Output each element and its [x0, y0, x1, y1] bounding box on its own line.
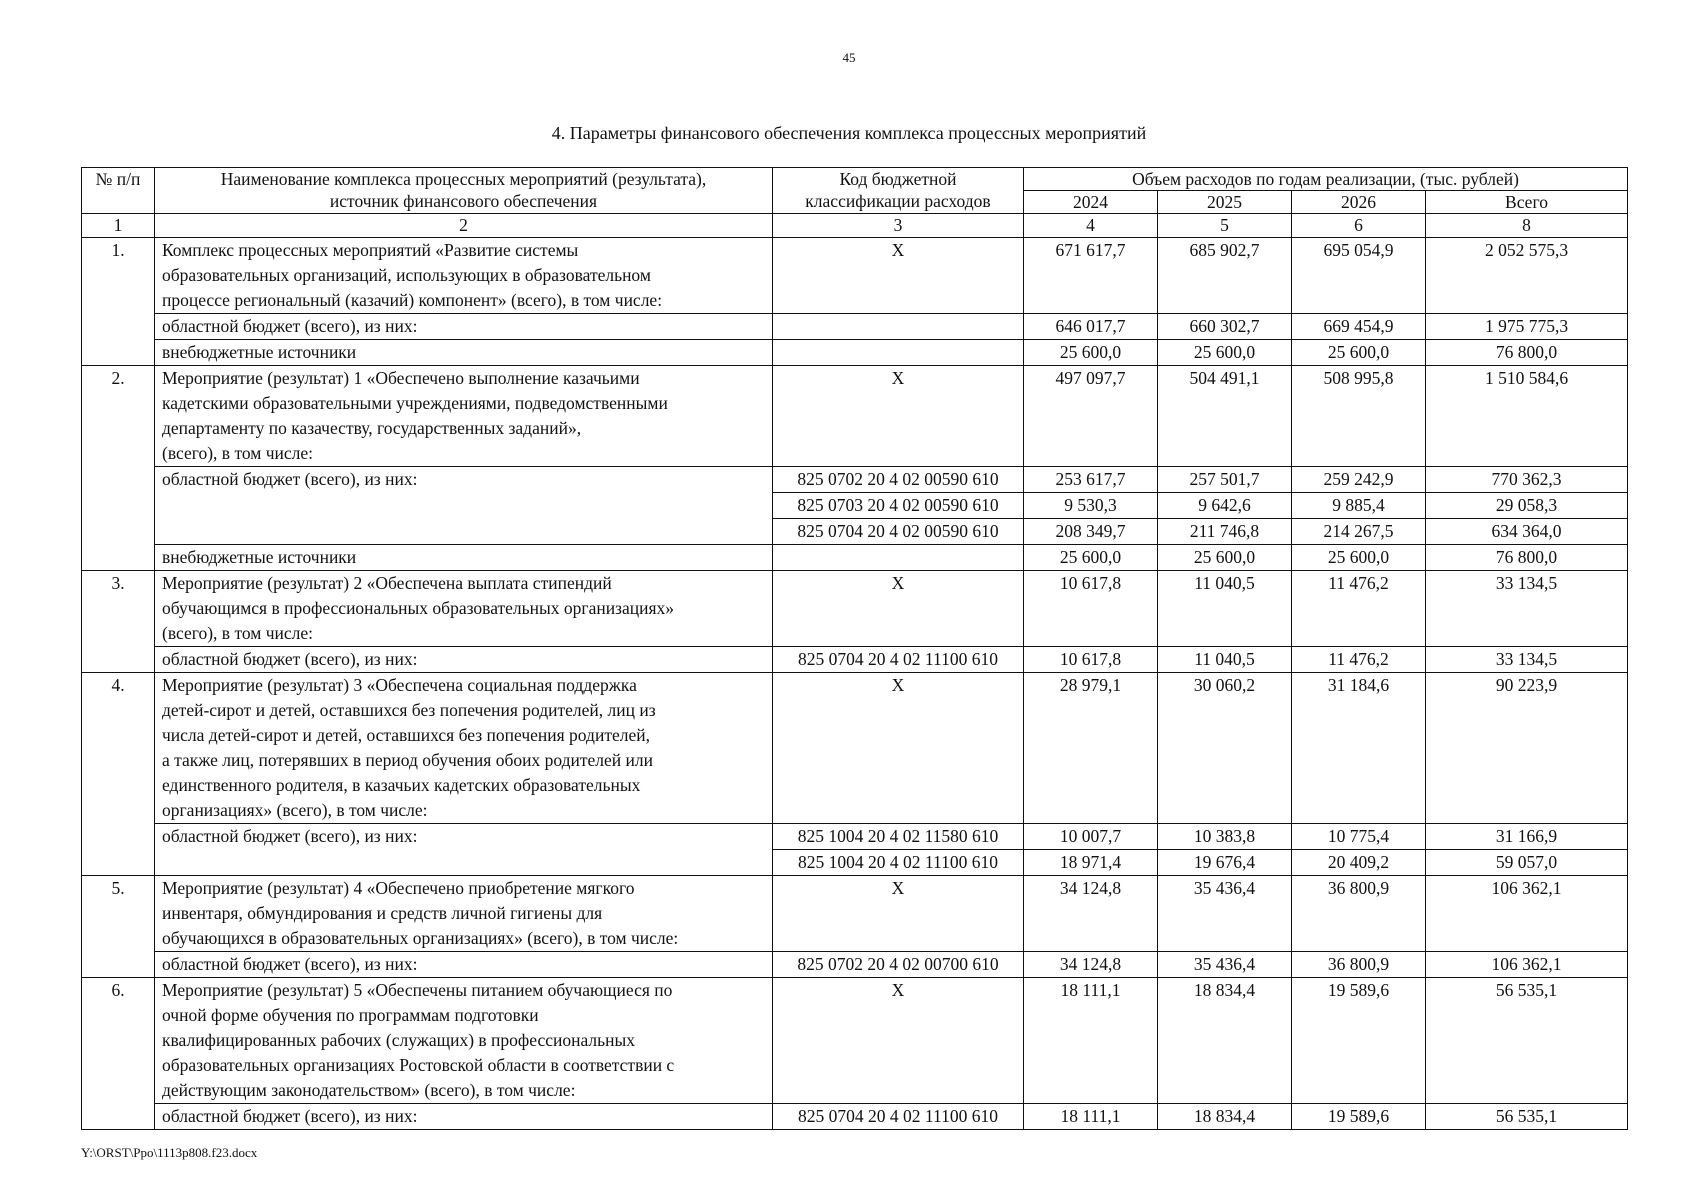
value-2024: 497 097,7 [1024, 366, 1158, 467]
value-2025: 11 040,5 [1158, 647, 1292, 673]
row-name: Мероприятие (результат) 1 «Обеспечено выполнение казачьими кадетскими образовательными учреждениями, подведомственными департаменту по казачеству, государственных заданий», (всего), в том числе: [155, 366, 773, 467]
header-code: Код бюджетной классификации расходов [773, 168, 1024, 214]
financial-table [81, 167, 1628, 1130]
value-2025: 11 040,5 [1158, 571, 1292, 647]
table-row [82, 571, 1628, 647]
row-name: Мероприятие (результат) 4 «Обеспечено приобретение мягкого инвентаря, обмундирования и средств личной гигиены для обучающихся в образовательных организациях» (всего), в том числе: [155, 876, 773, 952]
value-2024: 28 979,1 [1024, 673, 1158, 824]
value-2024: 18 111,1 [1024, 1104, 1158, 1130]
value-total: 56 535,1 [1426, 978, 1628, 1104]
header-year-2025: 2025 [1158, 191, 1292, 214]
row-name: областной бюджет (всего), из них: [155, 647, 773, 673]
table-row [82, 545, 1628, 571]
page-number: 45 [842, 50, 856, 65]
value-2026: 508 995,8 [1292, 366, 1426, 467]
row-name: Мероприятие (результат) 3 «Обеспечена социальная поддержка детей-сирот и детей, оставшихся без попечения родителей, лиц из числа детей-сирот и детей, оставшихся без попечения родителей, а также лиц, потерявших в период обучения обоих родителей или единственного родителя, в казачьих кадетских образовательных организациях» (всего), в том числе: [155, 673, 773, 824]
header-row-1 [82, 168, 1628, 191]
column-number: 5 [1158, 214, 1292, 238]
header-num: № п/п [82, 168, 155, 214]
value-2025: 504 491,1 [1158, 366, 1292, 467]
table-row [82, 876, 1628, 952]
value-2026: 25 600,0 [1292, 545, 1426, 571]
row-code: X [773, 876, 1024, 952]
row-code: 825 0702 20 4 02 00590 610 [773, 467, 1024, 493]
value-2025: 660 302,7 [1158, 314, 1292, 340]
row-code: X [773, 238, 1024, 314]
column-number: 3 [773, 214, 1024, 238]
value-2026: 20 409,2 [1292, 850, 1426, 876]
table-row [82, 978, 1628, 1104]
row-code [773, 545, 1024, 571]
value-total: 90 223,9 [1426, 673, 1628, 824]
row-number: 2. [82, 366, 155, 571]
value-2024: 10 617,8 [1024, 571, 1158, 647]
value-2025: 10 383,8 [1158, 824, 1292, 850]
value-total: 106 362,1 [1426, 876, 1628, 952]
row-name: Комплекс процессных мероприятий «Развитие системы образовательных организаций, использующих в образовательном процессе региональный (казачий) компонент» (всего), в том числе: [155, 238, 773, 314]
row-code: 825 0704 20 4 02 00590 610 [773, 519, 1024, 545]
value-2026: 25 600,0 [1292, 340, 1426, 366]
value-2026: 695 054,9 [1292, 238, 1426, 314]
header-year-2026: 2026 [1292, 191, 1426, 214]
row-name: областной бюджет (всего), из них: [155, 824, 773, 876]
row-name: Мероприятие (результат) 5 «Обеспечены питанием обучающиеся по очной форме обучения по программам подготовки квалифицированных рабочих (служащих) в профессиональных образовательных организациях Ростовской области в соответствии с действующим законодательством» (всего), в том числе: [155, 978, 773, 1104]
value-2025: 25 600,0 [1158, 340, 1292, 366]
value-total: 76 800,0 [1426, 545, 1628, 571]
value-2026: 214 267,5 [1292, 519, 1426, 545]
table-row [82, 1104, 1628, 1130]
value-total: 59 057,0 [1426, 850, 1628, 876]
value-2025: 30 060,2 [1158, 673, 1292, 824]
value-2026: 9 885,4 [1292, 493, 1426, 519]
value-total: 1 975 775,3 [1426, 314, 1628, 340]
table-row [82, 238, 1628, 314]
value-2024: 18 971,4 [1024, 850, 1158, 876]
value-2025: 685 902,7 [1158, 238, 1292, 314]
value-2024: 25 600,0 [1024, 340, 1158, 366]
footer-file-path: Y:\ORST\Ppo\1113p808.f23.docx [81, 1145, 258, 1160]
value-total: 770 362,3 [1426, 467, 1628, 493]
row-number: 3. [82, 571, 155, 673]
value-total: 56 535,1 [1426, 1104, 1628, 1130]
row-code: 825 1004 20 4 02 11580 610 [773, 824, 1024, 850]
value-2024: 9 530,3 [1024, 493, 1158, 519]
value-2025: 19 676,4 [1158, 850, 1292, 876]
value-2025: 25 600,0 [1158, 545, 1292, 571]
value-2024: 10 617,8 [1024, 647, 1158, 673]
value-2024: 646 017,7 [1024, 314, 1158, 340]
value-2024: 34 124,8 [1024, 876, 1158, 952]
value-2026: 11 476,2 [1292, 647, 1426, 673]
value-2024: 253 617,7 [1024, 467, 1158, 493]
value-2026: 11 476,2 [1292, 571, 1426, 647]
value-total: 1 510 584,6 [1426, 366, 1628, 467]
value-2025: 257 501,7 [1158, 467, 1292, 493]
row-code: X [773, 673, 1024, 824]
row-number: 4. [82, 673, 155, 876]
row-code: 825 0704 20 4 02 11100 610 [773, 647, 1024, 673]
value-2026: 31 184,6 [1292, 673, 1426, 824]
column-number: 2 [155, 214, 773, 238]
value-total: 2 052 575,3 [1426, 238, 1628, 314]
value-2025: 35 436,4 [1158, 952, 1292, 978]
column-number: 6 [1292, 214, 1426, 238]
table-row [82, 467, 1628, 493]
column-number: 8 [1426, 214, 1628, 238]
column-number-row [82, 214, 1628, 238]
row-code: X [773, 571, 1024, 647]
value-2024: 10 007,7 [1024, 824, 1158, 850]
header-name: Наименование комплекса процессных мероприятий (результата), источник финансового обеспечения [155, 168, 773, 214]
value-2025: 18 834,4 [1158, 978, 1292, 1104]
value-2026: 259 242,9 [1292, 467, 1426, 493]
row-name: областной бюджет (всего), из них: [155, 314, 773, 340]
value-total: 106 362,1 [1426, 952, 1628, 978]
column-number: 4 [1024, 214, 1158, 238]
table-row [82, 314, 1628, 340]
row-name: внебюджетные источники [155, 545, 773, 571]
value-2024: 671 617,7 [1024, 238, 1158, 314]
row-name: Мероприятие (результат) 2 «Обеспечена выплата стипендий обучающимся в профессиональных образовательных организациях» (всего), в том числе: [155, 571, 773, 647]
header-year-2024: 2024 [1024, 191, 1158, 214]
row-name: внебюджетные источники [155, 340, 773, 366]
document-title: 4. Параметры финансового обеспечения комплекса процессных мероприятий [551, 123, 1147, 143]
value-total: 31 166,9 [1426, 824, 1628, 850]
value-2026: 10 775,4 [1292, 824, 1426, 850]
row-name: областной бюджет (всего), из них: [155, 467, 773, 545]
value-2026: 19 589,6 [1292, 978, 1426, 1104]
value-2024: 18 111,1 [1024, 978, 1158, 1104]
column-number: 1 [82, 214, 155, 238]
table-row [82, 647, 1628, 673]
value-2024: 34 124,8 [1024, 952, 1158, 978]
row-code [773, 340, 1024, 366]
value-2026: 669 454,9 [1292, 314, 1426, 340]
table-row [82, 824, 1628, 850]
table-row [82, 366, 1628, 467]
value-2024: 25 600,0 [1024, 545, 1158, 571]
row-code: X [773, 978, 1024, 1104]
row-code: 825 1004 20 4 02 11100 610 [773, 850, 1024, 876]
row-number: 5. [82, 876, 155, 978]
row-name: областной бюджет (всего), из них: [155, 952, 773, 978]
row-code: 825 0704 20 4 02 11100 610 [773, 1104, 1024, 1130]
row-number: 1. [82, 238, 155, 366]
row-name: областной бюджет (всего), из них: [155, 1104, 773, 1130]
value-2026: 36 800,9 [1292, 952, 1426, 978]
value-total: 29 058,3 [1426, 493, 1628, 519]
row-code [773, 314, 1024, 340]
value-2025: 9 642,6 [1158, 493, 1292, 519]
value-2024: 208 349,7 [1024, 519, 1158, 545]
row-number: 6. [82, 978, 155, 1130]
value-total: 33 134,5 [1426, 647, 1628, 673]
value-total: 33 134,5 [1426, 571, 1628, 647]
row-code: 825 0703 20 4 02 00590 610 [773, 493, 1024, 519]
value-2025: 211 746,8 [1158, 519, 1292, 545]
table-row [82, 340, 1628, 366]
value-2025: 35 436,4 [1158, 876, 1292, 952]
row-code: X [773, 366, 1024, 467]
value-2026: 36 800,9 [1292, 876, 1426, 952]
table-row [82, 673, 1628, 824]
header-volume: Объем расходов по годам реализации, (тыс. рублей) [1024, 168, 1628, 191]
header-total: Всего [1426, 191, 1628, 214]
value-total: 634 364,0 [1426, 519, 1628, 545]
value-2026: 19 589,6 [1292, 1104, 1426, 1130]
table-row [82, 952, 1628, 978]
value-2025: 18 834,4 [1158, 1104, 1292, 1130]
value-total: 76 800,0 [1426, 340, 1628, 366]
row-code: 825 0702 20 4 02 00700 610 [773, 952, 1024, 978]
